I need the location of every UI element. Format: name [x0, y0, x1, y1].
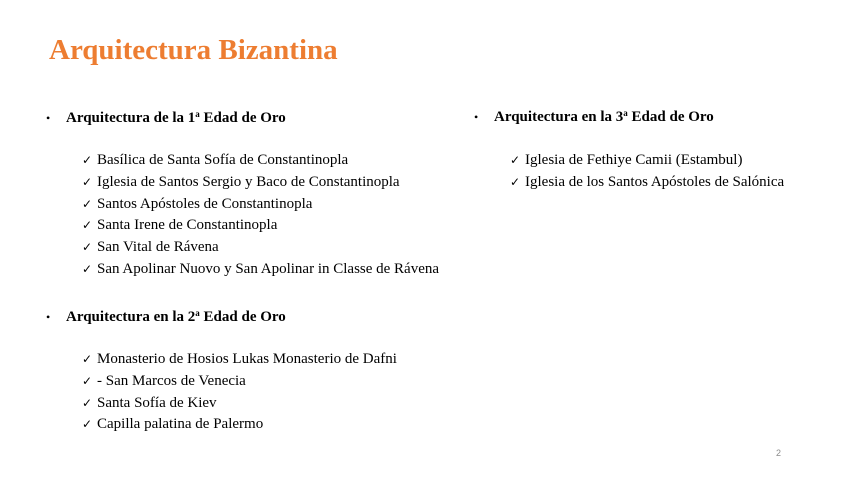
list-item-label: Basílica de Santa Sofía de Constantinopla: [97, 152, 349, 168]
list-item: [82, 393, 397, 415]
list-item: [82, 349, 397, 371]
list-item-label: Santa Irene de Constantinopla: [97, 217, 278, 234]
bullet-icon: •: [46, 310, 51, 324]
section-heading: [46, 108, 439, 128]
heading-superscript: a: [623, 108, 628, 118]
heading-text-tail: Edad de Oro: [199, 110, 286, 126]
checkmark-icon: ✓: [82, 352, 93, 366]
checkmark-icon: ✓: [510, 153, 521, 167]
section-golden-age-1: [46, 108, 439, 281]
heading-text: [494, 107, 714, 127]
checkmark-icon: ✓: [82, 218, 93, 233]
heading-text-main: Arquitectura de la 1: [66, 110, 196, 126]
slide-title: Arquitectura Bizantina: [49, 34, 338, 66]
heading-text: [66, 307, 286, 327]
checkmark-icon: ✓: [82, 240, 93, 255]
list-item: [82, 194, 439, 216]
heading-text-tail: Edad de Oro: [199, 309, 286, 325]
heading-text-tail: Edad de Oro: [627, 109, 714, 125]
heading-text: [66, 108, 286, 128]
list-item: [510, 150, 784, 172]
checkmark-icon: ✓: [82, 261, 93, 276]
checkmark-icon: ✓: [510, 174, 521, 189]
building-list: [82, 150, 439, 281]
list-item-label: Iglesia de los Santos Apóstoles de Salónica: [525, 173, 785, 190]
checkmark-icon: ✓: [82, 196, 93, 211]
list-item-label: San Vital de Rávena: [97, 239, 219, 256]
heading-superscript: a: [195, 308, 200, 318]
checkmark-icon: ✓: [82, 174, 93, 189]
heading-text-main: Arquitectura en la 3: [494, 109, 624, 125]
bullet-icon: •: [474, 110, 479, 124]
list-item-label: Santos Apóstoles de Constantinopla: [97, 195, 313, 212]
list-item-label: - San Marcos de Venecia: [97, 372, 246, 389]
list-item: [510, 172, 784, 194]
heading-superscript: a: [195, 109, 200, 119]
page-number: 2: [776, 448, 782, 458]
list-item-label: Iglesia de Fethiye Camii (Estambul): [525, 152, 743, 168]
list-item: [82, 371, 397, 393]
building-list: [510, 150, 784, 194]
section-golden-age-3: [474, 107, 784, 194]
section-golden-age-2: [46, 307, 397, 436]
section-heading: [46, 307, 397, 327]
checkmark-icon: ✓: [82, 153, 93, 167]
list-item-label: San Apolinar Nuovo y San Apolinar in Classe de Rávena: [97, 260, 440, 277]
list-item-label: Santa Sofía de Kiev: [97, 394, 217, 411]
checkmark-icon: ✓: [82, 417, 93, 432]
list-item: [82, 150, 439, 172]
section-heading: [474, 107, 784, 127]
list-item-label: Capilla palatina de Palermo: [97, 416, 264, 433]
list-item: [82, 172, 439, 194]
list-item-label: Iglesia de Santos Sergio y Baco de Constantinopla: [97, 173, 400, 190]
list-item: [82, 237, 439, 259]
building-list: [82, 349, 397, 436]
list-item: [82, 414, 397, 436]
list-item: [82, 215, 439, 237]
bullet-icon: •: [46, 111, 51, 125]
checkmark-icon: ✓: [82, 373, 93, 388]
checkmark-icon: ✓: [82, 395, 93, 410]
list-item-label: Monasterio de Hosios Lukas Monasterio de Dafni: [97, 351, 397, 367]
heading-text-main: Arquitectura en la 2: [66, 309, 196, 325]
list-item: [82, 259, 439, 281]
